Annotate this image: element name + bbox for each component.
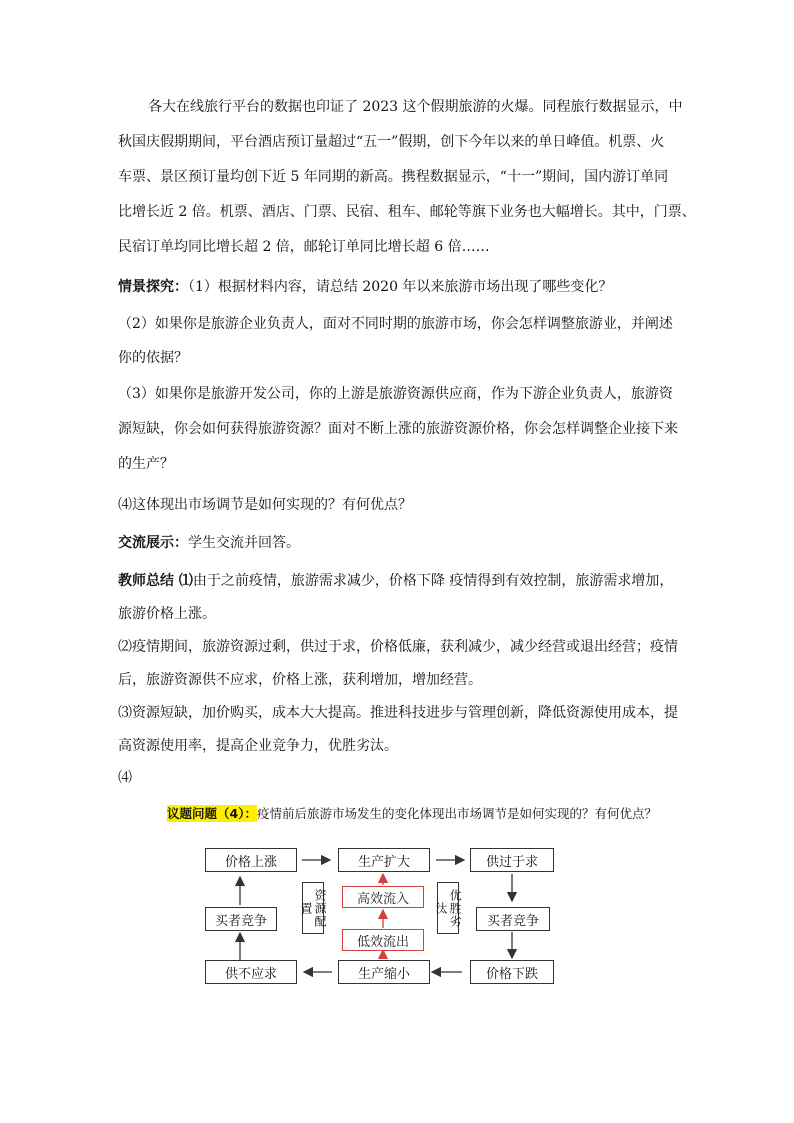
summary-a1-num: ⑴ [174, 573, 193, 589]
node-price-rise: 价格上涨 [205, 848, 297, 872]
summary-a1a: 由于之前疫情，旅游需求减少，价格下降 疫情得到有效控制，旅游需求增加， [192, 573, 674, 589]
scene-q1: （1）根据材料内容，请总结 2020 年以来旅游市场出现了哪些变化？ [188, 279, 613, 295]
intro-line-3: 车票、景区预订量均创下近 5 年同期的新高。携程数据显示，“十一”期间，国内游订单同 [118, 169, 669, 185]
exchange-text: 学生交流并回答。 [188, 535, 300, 551]
exchange-label: 交流展示： [118, 535, 188, 551]
summary-a3b: 高资源使用率，提高企业竞争力，优胜劣汰。 [118, 738, 398, 754]
node-production-shrink: 生产缩小 [338, 960, 430, 984]
scene-q2-a: （2）如果你是旅游企业负责人，面对不同时期的旅游市场，你会怎样调整旅游业，并阐述 [118, 316, 673, 332]
scene-q4: ⑷这体现出市场调节是如何实现的？有何优点？ [118, 497, 412, 513]
summary-label: 教师总结 [118, 573, 174, 589]
summary-a2a: ⑵疫情期间，旅游资源过剩，供过于求，价格低廉，获利减少，减少经营或退出经营；疫情 [118, 639, 678, 655]
intro-line-2: 秋国庆假期期间，平台酒店预订量超过“五一”假期，创下今年以来的单日峰值。机票、火 [118, 134, 665, 150]
scene-q2-b: 你的依据？ [118, 350, 188, 366]
scene-q3-c: 的生产？ [118, 456, 174, 472]
intro-line-1: 各大在线旅行平台的数据也印证了 2023 这个假期旅游的火爆。同程旅行数据显示，中 [148, 99, 683, 115]
node-resource-allocation: 资源配置 [302, 882, 324, 934]
topic-highlight: 议题问题（4）： [167, 806, 257, 821]
topic-question-text: 疫情前后旅游市场发生的变化体现出市场调节是如何实现的？有何优点？ [256, 806, 657, 821]
summary-a2b: 后，旅游资源供不应求，价格上涨，获利增加，增加经营。 [118, 672, 482, 688]
node-supply-short: 供不应求 [205, 960, 297, 984]
scene-label: 情景探究： [118, 279, 188, 295]
summary-a1b: 旅游价格上涨。 [118, 606, 216, 622]
node-buyer-competition-left: 买者竞争 [205, 907, 277, 931]
node-efficient-inflow: 高效流入 [342, 886, 424, 908]
node-price-fall: 价格下跌 [470, 960, 554, 984]
intro-line-4: 比增长近 2 倍。机票、酒店、门票、民宿、租车、邮轮等旗下业务也大幅增长。其中，门票、 [118, 204, 696, 220]
node-buyer-competition-right: 买者竞争 [476, 907, 550, 931]
node-inefficient-outflow: 低效流出 [342, 929, 424, 951]
scene-q3-a: （3）如果你是旅游开发公司，你的上游是旅游资源供应商，作为下游企业负责人，旅游资 [118, 386, 673, 402]
scene-q3-b: 源短缺，你会如何获得旅游资源？面对不断上涨的旅游资源价格，你会怎样调整企业接下来 [118, 421, 678, 437]
summary-a3a: ⑶资源短缺，加价购买，成本大大提高。推进科技进步与管理创新，降低资源使用成本，提 [118, 705, 678, 721]
node-supply-exceeds-demand: 供过于求 [470, 848, 554, 872]
summary-a4: ⑷ [118, 770, 132, 786]
node-production-expand: 生产扩大 [338, 848, 430, 872]
node-survival-of-fittest: 优胜劣汰 [437, 882, 459, 934]
intro-line-5: 民宿订单均同比增长超 2 倍，邮轮订单同比增长超 6 倍…… [118, 239, 490, 255]
